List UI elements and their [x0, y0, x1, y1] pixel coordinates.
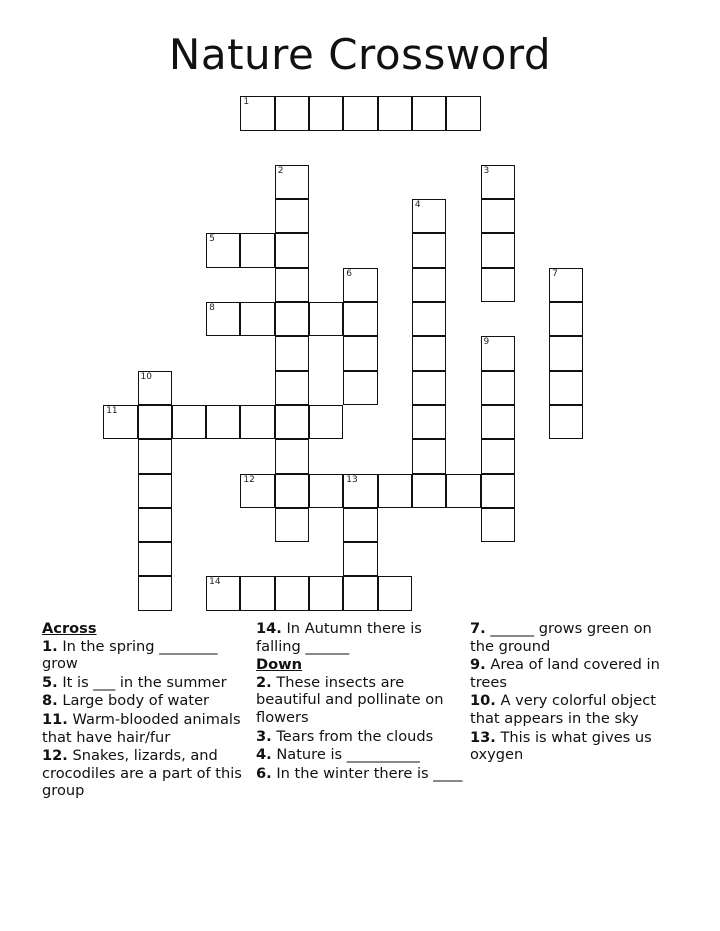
clue-number: 4. — [256, 746, 272, 764]
crossword-cell[interactable] — [275, 96, 309, 130]
crossword-cell[interactable] — [309, 576, 343, 610]
crossword-cell[interactable] — [275, 233, 309, 267]
crossword-cell[interactable] — [275, 268, 309, 302]
clue-text: Warm-blooded animals that have hair/fur — [42, 710, 241, 746]
clue-number: 13. — [470, 728, 496, 746]
clue-number: 10. — [470, 692, 496, 710]
crossword-cell[interactable] — [309, 302, 343, 336]
crossword-cell[interactable] — [275, 336, 309, 370]
clue-number: 6. — [256, 764, 272, 782]
crossword-cell[interactable] — [275, 165, 309, 199]
crossword-cell[interactable] — [481, 336, 515, 370]
cell-number: 4 — [414, 200, 421, 211]
clue-number: 11. — [42, 710, 68, 728]
crossword-cell[interactable] — [275, 474, 309, 508]
crossword-cell[interactable] — [549, 405, 583, 439]
crossword-cell[interactable] — [275, 371, 309, 405]
crossword-cell[interactable] — [481, 268, 515, 302]
clue-across-8 — [42, 692, 252, 710]
crossword-cell[interactable] — [481, 474, 515, 508]
clue-across-5 — [42, 674, 252, 692]
crossword-cell[interactable] — [240, 405, 274, 439]
crossword-cell[interactable] — [412, 199, 446, 233]
crossword-cell[interactable] — [412, 474, 446, 508]
crossword-cell[interactable] — [481, 199, 515, 233]
crossword-cell[interactable] — [343, 371, 377, 405]
down-heading: Down — [256, 656, 303, 674]
crossword-cell[interactable] — [343, 302, 377, 336]
crossword-cell[interactable] — [138, 576, 172, 610]
clue-down-9 — [470, 656, 680, 691]
clue-text: In the winter there is ____ — [276, 764, 463, 782]
clue-number: 3. — [256, 727, 272, 745]
crossword-cell[interactable] — [481, 233, 515, 267]
crossword-cell[interactable] — [378, 474, 412, 508]
crossword-cell[interactable] — [549, 268, 583, 302]
crossword-cell[interactable] — [481, 371, 515, 405]
crossword-cell[interactable] — [412, 233, 446, 267]
clue-text: In Autumn there is falling ______ — [256, 620, 422, 655]
crossword-cell[interactable] — [481, 165, 515, 199]
clues-column-2 — [256, 620, 466, 783]
crossword-cell[interactable] — [309, 474, 343, 508]
crossword-cell[interactable] — [309, 96, 343, 130]
crossword-cell[interactable] — [343, 96, 377, 130]
clue-number: 8. — [42, 692, 58, 710]
crossword-cell[interactable] — [412, 302, 446, 336]
clues-column-1 — [42, 620, 252, 801]
crossword-cell[interactable] — [412, 336, 446, 370]
clue-number: 9. — [470, 656, 486, 674]
clue-down-3 — [256, 728, 466, 746]
crossword-cell[interactable] — [138, 439, 172, 473]
crossword-cell[interactable] — [240, 576, 274, 610]
crossword-cell[interactable] — [206, 302, 240, 336]
clue-text: Area of land covered in trees — [470, 656, 660, 691]
crossword-cell[interactable] — [378, 96, 412, 130]
page-title: Nature Crossword — [168, 30, 552, 79]
clue-number: 14. — [256, 620, 282, 637]
crossword-cell[interactable] — [446, 96, 480, 130]
clue-text: Tears from the clouds — [276, 727, 434, 745]
crossword-cell[interactable] — [549, 302, 583, 336]
crossword-cell[interactable] — [275, 302, 309, 336]
clue-text: In the spring ________ grow — [42, 637, 218, 673]
clue-down-6 — [256, 765, 466, 783]
clue-across-11 — [42, 711, 252, 746]
clue-text: These insects are beautiful and pollinate on flowers — [256, 673, 444, 726]
cell-number: 2 — [277, 165, 284, 176]
clue-down-13 — [470, 729, 680, 764]
clue-across-12 — [42, 747, 252, 800]
cell-number: 11 — [106, 405, 118, 416]
crossword-cell[interactable] — [103, 405, 137, 439]
cell-number: 1 — [243, 97, 250, 108]
crossword-cell[interactable] — [412, 268, 446, 302]
clue-text: Large body of water — [62, 692, 210, 710]
clue-text: This is what gives us oxygen — [470, 728, 652, 764]
cell-number: 13 — [346, 474, 358, 485]
crossword-cell[interactable] — [412, 371, 446, 405]
clue-down-2 — [256, 674, 466, 727]
crossword-cell[interactable] — [206, 233, 240, 267]
crossword-cell[interactable] — [206, 576, 240, 610]
crossword-cell[interactable] — [275, 576, 309, 610]
crossword-cell[interactable] — [481, 439, 515, 473]
cell-number: 6 — [346, 268, 353, 279]
cell-number: 14 — [209, 577, 221, 588]
crossword-cell[interactable] — [343, 268, 377, 302]
clues-column-3 — [470, 620, 680, 765]
clue-number: 7. — [470, 620, 486, 637]
clue-number: 2. — [256, 673, 272, 691]
crossword-cell[interactable] — [240, 233, 274, 267]
cell-number: 10 — [140, 371, 152, 382]
clue-across-1 — [42, 638, 252, 673]
clue-text: ______ grows green on the ground — [470, 620, 652, 655]
cell-number: 12 — [243, 474, 255, 485]
crossword-cell[interactable] — [481, 508, 515, 542]
crossword-cell[interactable] — [343, 576, 377, 610]
clue-down-10 — [470, 692, 680, 727]
crossword-cell[interactable] — [481, 405, 515, 439]
crossword-cell[interactable] — [240, 302, 274, 336]
crossword-cell[interactable] — [343, 336, 377, 370]
cell-number: 3 — [483, 165, 490, 176]
clue-down-7 — [470, 620, 680, 655]
crossword-cell[interactable] — [549, 336, 583, 370]
crossword-cell[interactable] — [275, 199, 309, 233]
crossword-cell[interactable] — [275, 405, 309, 439]
clue-text: Nature is __________ — [276, 746, 420, 764]
crossword-cell[interactable] — [378, 576, 412, 610]
cell-number: 5 — [209, 234, 215, 245]
crossword-cell[interactable] — [138, 405, 172, 439]
clue-across-14 — [256, 620, 466, 655]
clue-text: Snakes, lizards, and crocodiles are a part of this group — [42, 747, 242, 800]
clue-number: 12. — [42, 747, 68, 765]
crossword-cell[interactable] — [343, 542, 377, 576]
crossword-cell[interactable] — [240, 474, 274, 508]
crossword-cell[interactable] — [343, 508, 377, 542]
crossword-cell[interactable] — [412, 96, 446, 130]
clue-down-4 — [256, 746, 466, 764]
crossword-cell[interactable] — [309, 405, 343, 439]
clue-number: 1. — [42, 637, 58, 655]
across-heading: Across — [42, 620, 97, 637]
crossword-cell[interactable] — [275, 439, 309, 473]
clue-number: 5. — [42, 673, 58, 691]
crossword-cell[interactable] — [206, 405, 240, 439]
crossword-cell[interactable] — [240, 96, 274, 130]
crossword-cell[interactable] — [172, 405, 206, 439]
cell-number: 7 — [552, 268, 558, 279]
crossword-cell[interactable] — [446, 474, 480, 508]
crossword-cell[interactable] — [138, 508, 172, 542]
clue-text: It is ___ in the summer — [62, 673, 227, 691]
crossword-cell[interactable] — [275, 508, 309, 542]
crossword-cell[interactable] — [343, 474, 377, 508]
cell-number: 9 — [483, 337, 490, 348]
crossword-cell[interactable] — [412, 405, 446, 439]
crossword-cell[interactable] — [138, 474, 172, 508]
crossword-cell[interactable] — [412, 439, 446, 473]
crossword-cell[interactable] — [549, 371, 583, 405]
cell-number: 8 — [209, 303, 215, 313]
clue-text: A very colorful object that appears in the sky — [470, 692, 657, 727]
crossword-cell[interactable] — [138, 371, 172, 405]
crossword-cell[interactable] — [138, 542, 172, 576]
